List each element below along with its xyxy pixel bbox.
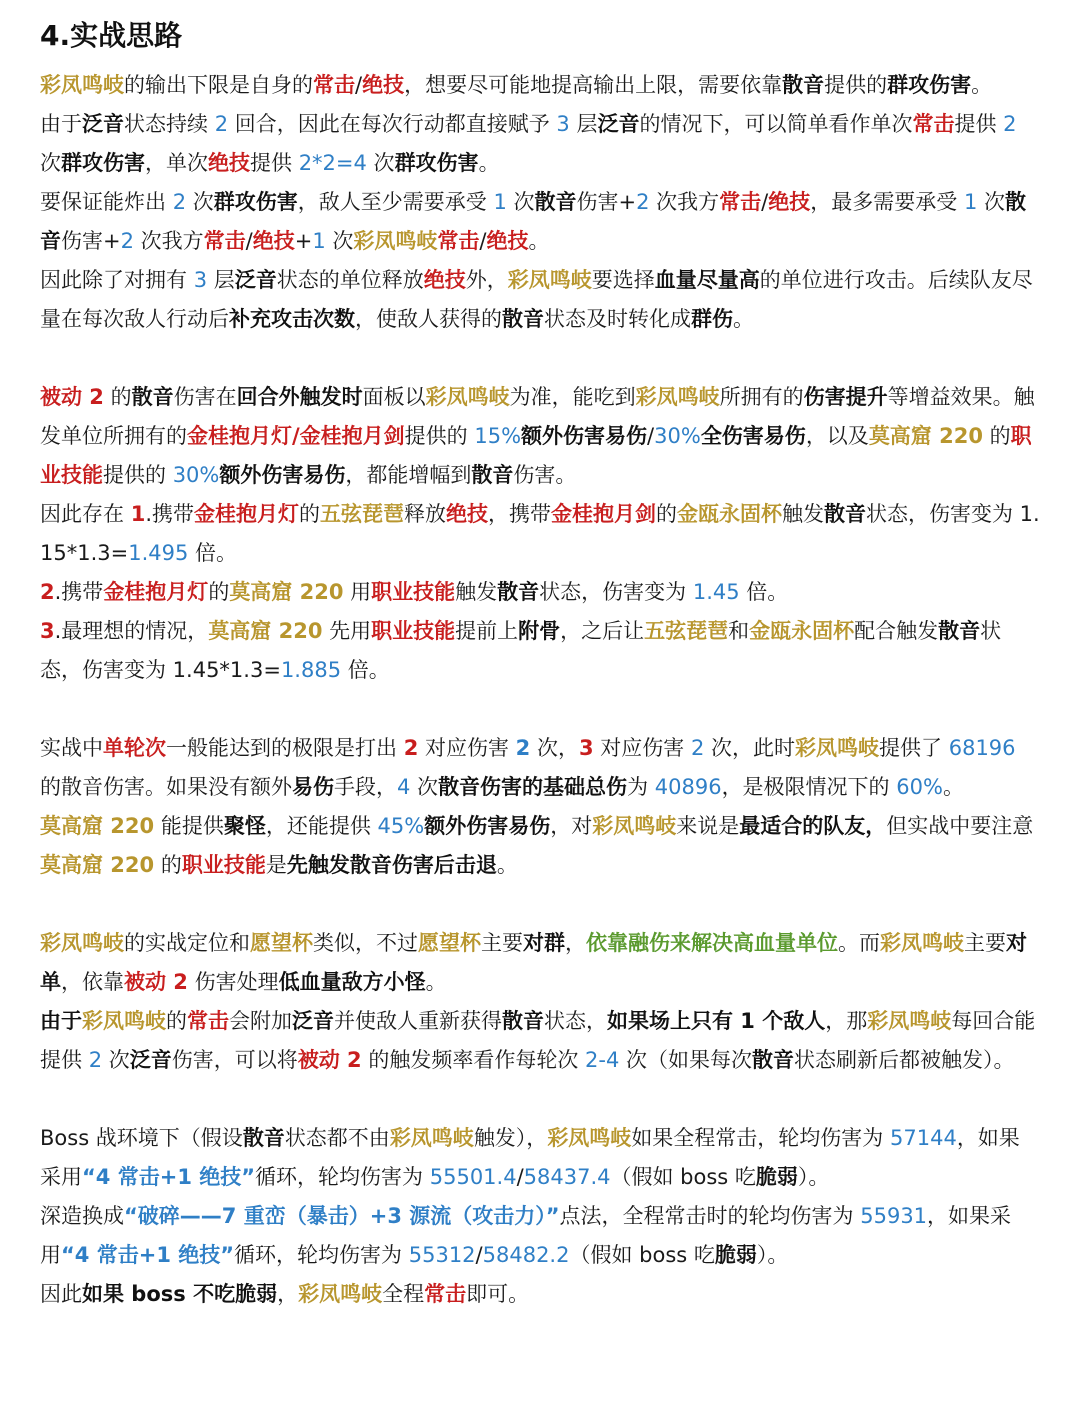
text-run: 提供的 <box>404 424 475 448</box>
paragraph <box>40 924 1040 1002</box>
text-run: 倍。 <box>739 580 789 604</box>
text-run: 因此 <box>40 1282 82 1306</box>
text-run: 次， <box>530 736 579 760</box>
text-run: ， <box>277 1282 299 1306</box>
text-run: ，如果采用 <box>40 1204 1012 1267</box>
text-run: 对应伤害 <box>418 736 516 760</box>
text-run: 1.495 <box>128 541 189 565</box>
text-run: + <box>294 229 313 253</box>
text-run: 金桂抱月灯 <box>103 580 209 604</box>
text-run: 莫高窟 220 <box>229 580 344 604</box>
text-run: 4 <box>397 775 411 799</box>
text-run: 彩凤鸣岐 <box>507 268 592 292</box>
text-run: 40896 <box>654 775 722 799</box>
text-run: 状态都不由 <box>284 1126 390 1150</box>
paragraph <box>40 1119 1040 1197</box>
text-run: 群攻伤害 <box>61 151 145 175</box>
text-run: 次 <box>40 151 61 175</box>
section-title: 4.实战思路 <box>40 19 183 52</box>
text-run: 的 <box>208 580 230 604</box>
text-run: 3 <box>40 619 55 643</box>
text-run: 每回合能提供 <box>40 1009 1036 1072</box>
text-run: 五弦琵琶 <box>644 619 729 643</box>
text-run: 主要 <box>964 931 1006 955</box>
text-run: / <box>355 73 363 97</box>
text-run: 脆弱 <box>755 1165 798 1189</box>
text-run: 常击 <box>203 229 246 253</box>
text-run: 如果场上只有 1 个敌人 <box>607 1009 826 1033</box>
text-run: 。而 <box>838 931 880 955</box>
paragraph-spacer <box>40 339 1040 378</box>
text-run: 状态，伤害变为 1.45*1.3= <box>40 619 1002 682</box>
text-run: 血量尽量高 <box>654 268 760 292</box>
text-run: ，都能增幅到 <box>345 463 472 487</box>
text-run: 彩凤鸣岐 <box>795 736 880 760</box>
text-run: “破碎——7 重峦（暴击）+3 源流（攻击力）” <box>124 1204 560 1228</box>
text-run: 伤害+ <box>61 229 121 253</box>
text-run: 莫高窟 220 <box>40 814 155 838</box>
text-run: 。 <box>971 73 993 97</box>
text-run: 聚怪 <box>223 814 266 838</box>
text-run: ，使敌人获得的 <box>355 307 502 331</box>
text-run: 彩凤鸣岐 <box>635 385 720 409</box>
text-run: 1 <box>493 190 507 214</box>
text-run: 提供的 <box>103 463 173 487</box>
text-run: 层 <box>207 268 235 292</box>
text-run: 次 <box>186 190 214 214</box>
text-run: 提供 <box>250 151 299 175</box>
text-run: 的 <box>103 385 132 409</box>
text-run: ，想要尽可能地提高输出上限，需要依靠 <box>404 73 783 97</box>
text-run: 散音 <box>471 463 514 487</box>
text-run: 散音 <box>497 580 540 604</box>
text-run: 莫高窟 220 <box>40 853 155 877</box>
text-run: 倍。 <box>188 541 238 565</box>
text-run: 常击 <box>313 73 355 97</box>
paragraph <box>40 66 1040 105</box>
text-run: 等增益效果。触发单位所拥有的 <box>40 385 1035 448</box>
text-run: 五弦琵琶 <box>320 502 404 526</box>
text-run: 次，此时 <box>704 736 796 760</box>
text-run: 金瓯永固杯 <box>677 502 782 526</box>
paragraph <box>40 378 1040 495</box>
text-run: 彩凤鸣岐 <box>40 931 124 955</box>
text-run: 3 <box>578 736 594 760</box>
text-run: 57144 <box>890 1126 957 1150</box>
text-run: 泛音 <box>82 112 124 136</box>
text-run: 额外伤害易伤 <box>521 424 648 448</box>
text-run: 全伤害易伤 <box>700 424 806 448</box>
text-run: 实战中 <box>40 736 103 760</box>
text-run: 提前上 <box>455 619 519 643</box>
text-run: 触发 <box>782 502 824 526</box>
text-run: ，还能提供 <box>265 814 378 838</box>
text-run: 来说是 <box>676 814 740 838</box>
paragraph <box>40 612 1040 690</box>
text-run: 低血量敌方小怪 <box>278 970 426 994</box>
text-run: 职业技能 <box>371 619 456 643</box>
text-run: 即可。 <box>466 1282 530 1306</box>
text-run: 并使敌人重新获得 <box>334 1009 502 1033</box>
text-run: 常击 <box>437 229 480 253</box>
text-run: （假如 boss 吃 <box>610 1165 756 1189</box>
text-run: 配合触发 <box>854 619 939 643</box>
text-run: 次 <box>410 775 439 799</box>
text-run: 状态刷新后都被触发）。 <box>794 1048 1015 1072</box>
text-run: 伤害在 <box>173 385 237 409</box>
text-run: 次 <box>102 1048 130 1072</box>
text-run: 彩凤鸣岐 <box>82 1009 166 1033</box>
text-run: 先用 <box>322 619 372 643</box>
text-run: 脆弱 <box>714 1243 757 1267</box>
text-run: 的 <box>656 502 677 526</box>
text-run: 散音 <box>938 619 981 643</box>
text-run: 循环，轮均伤害为 <box>234 1243 409 1267</box>
text-run: 彩凤鸣岐 <box>40 73 124 97</box>
text-run: 所拥有的 <box>719 385 804 409</box>
text-run: 对单 <box>40 931 1027 994</box>
text-run: 循环，轮均伤害为 <box>255 1165 430 1189</box>
text-run: 手段， <box>334 775 397 799</box>
text-run: 2-4 <box>585 1048 620 1072</box>
text-run: 伤害+ <box>576 190 637 214</box>
text-run: 是 <box>265 853 287 877</box>
text-run: 会附加 <box>229 1009 292 1033</box>
text-run: 。 <box>425 970 447 994</box>
text-run: 3 <box>193 268 208 292</box>
text-run: 提供 <box>954 112 1004 136</box>
text-run: 先触发散音伤害后击退 <box>286 853 497 877</box>
text-run: 伤害，可以将 <box>171 1048 298 1072</box>
text-run: 被动 2 <box>124 970 188 994</box>
paragraph <box>40 495 1040 573</box>
text-run: 依靠融伤来解决高血量单位 <box>586 931 838 955</box>
text-run: ，如果采用 <box>40 1126 1020 1189</box>
text-run: ，敌人至少需要承受 <box>297 190 494 214</box>
text-run: ，携带 <box>488 502 551 526</box>
text-run: ，是极限情况下的 <box>721 775 897 799</box>
text-run: 彩凤鸣岐 <box>880 931 964 955</box>
text-run: 绝技 <box>208 151 250 175</box>
text-run: / <box>647 424 655 448</box>
text-run: 次我方 <box>649 190 720 214</box>
text-run: 面板以 <box>362 385 426 409</box>
text-run: 补充攻击次数 <box>229 307 355 331</box>
text-run: 泛音 <box>234 268 277 292</box>
text-run: 泛音 <box>129 1048 172 1072</box>
text-run: 常击 <box>187 1009 229 1033</box>
text-run: 状态， <box>544 1009 607 1033</box>
text-run: .携带 <box>54 580 104 604</box>
text-run: 。 <box>478 151 500 175</box>
text-run: 职业技能 <box>371 580 456 604</box>
paragraph <box>40 261 1040 339</box>
text-run: 要选择 <box>591 268 655 292</box>
paragraph <box>40 1197 1040 1275</box>
text-run: 。 <box>942 775 964 799</box>
text-run: 2 <box>636 190 650 214</box>
text-run: 58482.2 <box>482 1243 570 1267</box>
text-run: 点法，全程常击时的轮均伤害为 <box>559 1204 861 1228</box>
text-run: 额外伤害易伤 <box>424 814 551 838</box>
text-run: 45% <box>377 814 425 838</box>
text-run: 散音 <box>40 190 1026 253</box>
text-run: 2*2=4 <box>298 151 367 175</box>
paragraph <box>40 573 1040 612</box>
text-run: 群攻伤害 <box>213 190 298 214</box>
text-run: 由于 <box>40 112 82 136</box>
text-run: 68196 <box>948 736 1016 760</box>
text-run: 状态的单位释放 <box>276 268 424 292</box>
text-run: 散音 <box>752 1048 795 1072</box>
text-run: 2 <box>40 580 55 604</box>
text-run: 2 <box>1003 112 1017 136</box>
text-run: 最适合的队友， <box>739 814 887 838</box>
text-run: 1 <box>130 502 146 526</box>
text-run: 触发 <box>455 580 498 604</box>
text-run: 一般能达到的极限是打出 <box>166 736 404 760</box>
text-run: 常击 <box>719 190 762 214</box>
paragraph <box>40 807 1040 885</box>
text-run: 次 <box>366 151 395 175</box>
paragraph-spacer <box>40 690 1040 729</box>
document-body <box>40 66 1040 1314</box>
text-run: 彩凤鸣岐 <box>389 1126 474 1150</box>
text-run: 30% <box>172 463 220 487</box>
text-run: 。 <box>528 229 550 253</box>
text-run: 散音 <box>782 73 825 97</box>
text-run: 易伤 <box>292 775 334 799</box>
text-run: 被动 2 <box>297 1048 362 1072</box>
paragraph-spacer <box>40 1080 1040 1119</box>
text-run: 2 <box>172 190 187 214</box>
text-run: “4 常击+1 绝技” <box>82 1165 256 1189</box>
text-run: 的情况下，可以简单看作单次 <box>639 112 913 136</box>
text-run: 绝技 <box>362 73 405 97</box>
text-run: 深造换成 <box>40 1204 124 1228</box>
text-run: 60% <box>896 775 943 799</box>
text-run: 被动 2 <box>40 385 104 409</box>
text-run: 次 <box>977 190 1005 214</box>
text-run: 因此除了对拥有 <box>40 268 194 292</box>
text-run: 为准，能吃到 <box>509 385 636 409</box>
paragraph <box>40 729 1040 807</box>
text-run: 彩凤鸣岐 <box>298 1282 383 1306</box>
text-run: 愿望杯 <box>418 931 481 955</box>
text-run: 1 <box>963 190 978 214</box>
text-run: ，之后让 <box>560 619 645 643</box>
text-run: 能提供 <box>154 814 224 838</box>
text-run: 由于 <box>40 1009 82 1033</box>
text-run: 额外伤害易伤 <box>219 463 346 487</box>
text-run: / <box>245 229 253 253</box>
text-run: 绝技 <box>252 229 295 253</box>
text-run: 的 <box>299 502 320 526</box>
text-run: 泛音 <box>597 112 640 136</box>
text-run: 散音 <box>534 190 577 214</box>
text-run: ，依靠 <box>61 970 124 994</box>
text-run: 30% <box>654 424 701 448</box>
text-run: 主要 <box>481 931 523 955</box>
text-run: 提供了 <box>879 736 949 760</box>
text-run: 2 <box>403 736 419 760</box>
text-run: 3 <box>556 112 570 136</box>
text-run: 2 <box>88 1048 103 1072</box>
text-run: 金桂抱月灯 <box>194 502 299 526</box>
text-run: 愿望杯 <box>250 931 313 955</box>
text-run: 2 <box>515 736 531 760</box>
text-run: 职业技能 <box>181 853 266 877</box>
text-run: 职业技能 <box>40 424 1032 487</box>
text-run: 绝技 <box>446 502 488 526</box>
text-run: 外， <box>465 268 508 292</box>
text-run: ，单次 <box>145 151 208 175</box>
text-run: 和 <box>728 619 750 643</box>
text-run: 触发）， <box>473 1126 548 1150</box>
paragraph <box>40 105 1040 183</box>
text-run: 散音 <box>502 307 544 331</box>
text-run: 55501.4 <box>429 1165 517 1189</box>
text-run: 55312 <box>408 1243 476 1267</box>
text-run: 58437.4 <box>523 1165 611 1189</box>
text-run: 伤害提升 <box>803 385 888 409</box>
text-run: 次 <box>506 190 535 214</box>
text-run: 2 <box>690 736 705 760</box>
text-run: 伤害处理 <box>187 970 279 994</box>
text-run: 散音伤害的基础总伤 <box>438 775 628 799</box>
text-run: （假如 boss 吃 <box>569 1243 715 1267</box>
text-run: 绝技 <box>423 268 466 292</box>
text-run: 状态持续 <box>124 112 215 136</box>
paragraph <box>40 1275 1040 1314</box>
text-run: 用 <box>343 580 372 604</box>
text-run: 2 <box>120 229 134 253</box>
text-run: / <box>761 190 769 214</box>
text-run: ，对 <box>550 814 593 838</box>
text-run: 散音 <box>242 1126 285 1150</box>
text-run: “4 常击+1 绝技” <box>61 1243 235 1267</box>
text-run: 金瓯永固杯 <box>749 619 855 643</box>
text-run: 绝技 <box>768 190 811 214</box>
text-run: / <box>475 1243 483 1267</box>
text-run: 莫高窟 220 <box>208 619 323 643</box>
text-run: 散音 <box>131 385 174 409</box>
text-run: 15% <box>474 424 522 448</box>
text-run: ，以及 <box>805 424 869 448</box>
text-run: 散音 <box>824 502 866 526</box>
text-run: 对应伤害 <box>593 736 691 760</box>
text-run: 彩凤鸣岐 <box>547 1126 632 1150</box>
text-run: 常击 <box>424 1282 467 1306</box>
text-run: ，最多需要承受 <box>810 190 964 214</box>
text-run: 群伤 <box>691 307 733 331</box>
text-run: 金桂抱月剑 <box>551 502 656 526</box>
text-run: / <box>516 1165 524 1189</box>
text-run: ， <box>565 931 586 955</box>
text-run: 伤害。 <box>513 463 577 487</box>
text-run: 提供的 <box>824 73 888 97</box>
text-run: 的实战定位和 <box>124 931 250 955</box>
text-run: 彩凤鸣岐 <box>425 385 510 409</box>
text-run: 的触发频率看作每轮次 <box>361 1048 586 1072</box>
text-run: 回合外触发时 <box>236 385 363 409</box>
paragraph-spacer <box>40 885 1040 924</box>
text-run: 金桂抱月灯/金桂抱月剑 <box>187 424 405 448</box>
text-run: 1 <box>312 229 326 253</box>
text-run: 的 <box>166 1009 187 1033</box>
text-run: 状态，伤害变为 <box>539 580 693 604</box>
text-run: 的单位进行攻击。后续队友尽量在每次敌人行动后 <box>40 268 1033 331</box>
text-run: 倍。 <box>341 658 390 682</box>
text-run: 回合，因此在每次行动都直接赋予 <box>228 112 557 136</box>
text-run: 的 <box>154 853 182 877</box>
text-run: 但实战中要注意 <box>886 814 1034 838</box>
text-run: 泛音 <box>292 1009 334 1033</box>
text-run: 单轮次 <box>103 736 166 760</box>
text-run: 1.45 <box>692 580 740 604</box>
text-run: 释放 <box>404 502 446 526</box>
text-run: 散音 <box>502 1009 544 1033</box>
text-run: ，那 <box>825 1009 868 1033</box>
text-run: 状态及时转化成 <box>544 307 691 331</box>
text-run: 如果全程常击，轮均伤害为 <box>631 1126 890 1150</box>
text-run: 全程 <box>382 1282 425 1306</box>
text-run: 1.885 <box>280 658 342 682</box>
text-run: 状态，伤害变为 1.15*1.3= <box>40 502 1040 565</box>
text-run: 2 <box>214 112 229 136</box>
text-run: 彩凤鸣岐 <box>353 229 438 253</box>
text-run: Boss 战环境下（假设 <box>40 1126 243 1150</box>
text-run: 的 <box>982 424 1011 448</box>
text-run: 附骨 <box>518 619 561 643</box>
text-run: 要保证能炸出 <box>40 190 173 214</box>
text-run: 层 <box>569 112 598 136</box>
text-run: 。 <box>733 307 754 331</box>
text-run: 为 <box>627 775 655 799</box>
text-run: 群攻伤害 <box>394 151 479 175</box>
text-run: 类似，不过 <box>313 931 418 955</box>
text-run: 对群 <box>523 931 565 955</box>
text-run: 因此存在 <box>40 502 131 526</box>
text-run: .最理想的情况， <box>54 619 209 643</box>
paragraph <box>40 1002 1040 1080</box>
text-run: 次我方 <box>133 229 204 253</box>
paragraph <box>40 183 1040 261</box>
text-run: 如果 boss 不吃脆弱 <box>82 1282 278 1306</box>
text-run: 彩凤鸣岐 <box>592 814 677 838</box>
text-run: 莫高窟 220 <box>868 424 983 448</box>
text-run: 彩凤鸣岐 <box>867 1009 952 1033</box>
text-run: 常击 <box>912 112 955 136</box>
text-run: / <box>479 229 487 253</box>
text-run: 。 <box>496 853 518 877</box>
text-run: 的散音伤害。如果没有额外 <box>40 775 292 799</box>
text-run: 次（如果每次 <box>619 1048 753 1072</box>
text-run: 绝技 <box>486 229 529 253</box>
text-run: 的输出下限是自身的 <box>124 73 313 97</box>
text-run: 群攻伤害 <box>887 73 972 97</box>
text-run: 次 <box>325 229 354 253</box>
text-run: ）。 <box>797 1165 830 1189</box>
text-run: 55931 <box>860 1204 928 1228</box>
text-run: ）。 <box>756 1243 789 1267</box>
text-run: .携带 <box>145 502 194 526</box>
